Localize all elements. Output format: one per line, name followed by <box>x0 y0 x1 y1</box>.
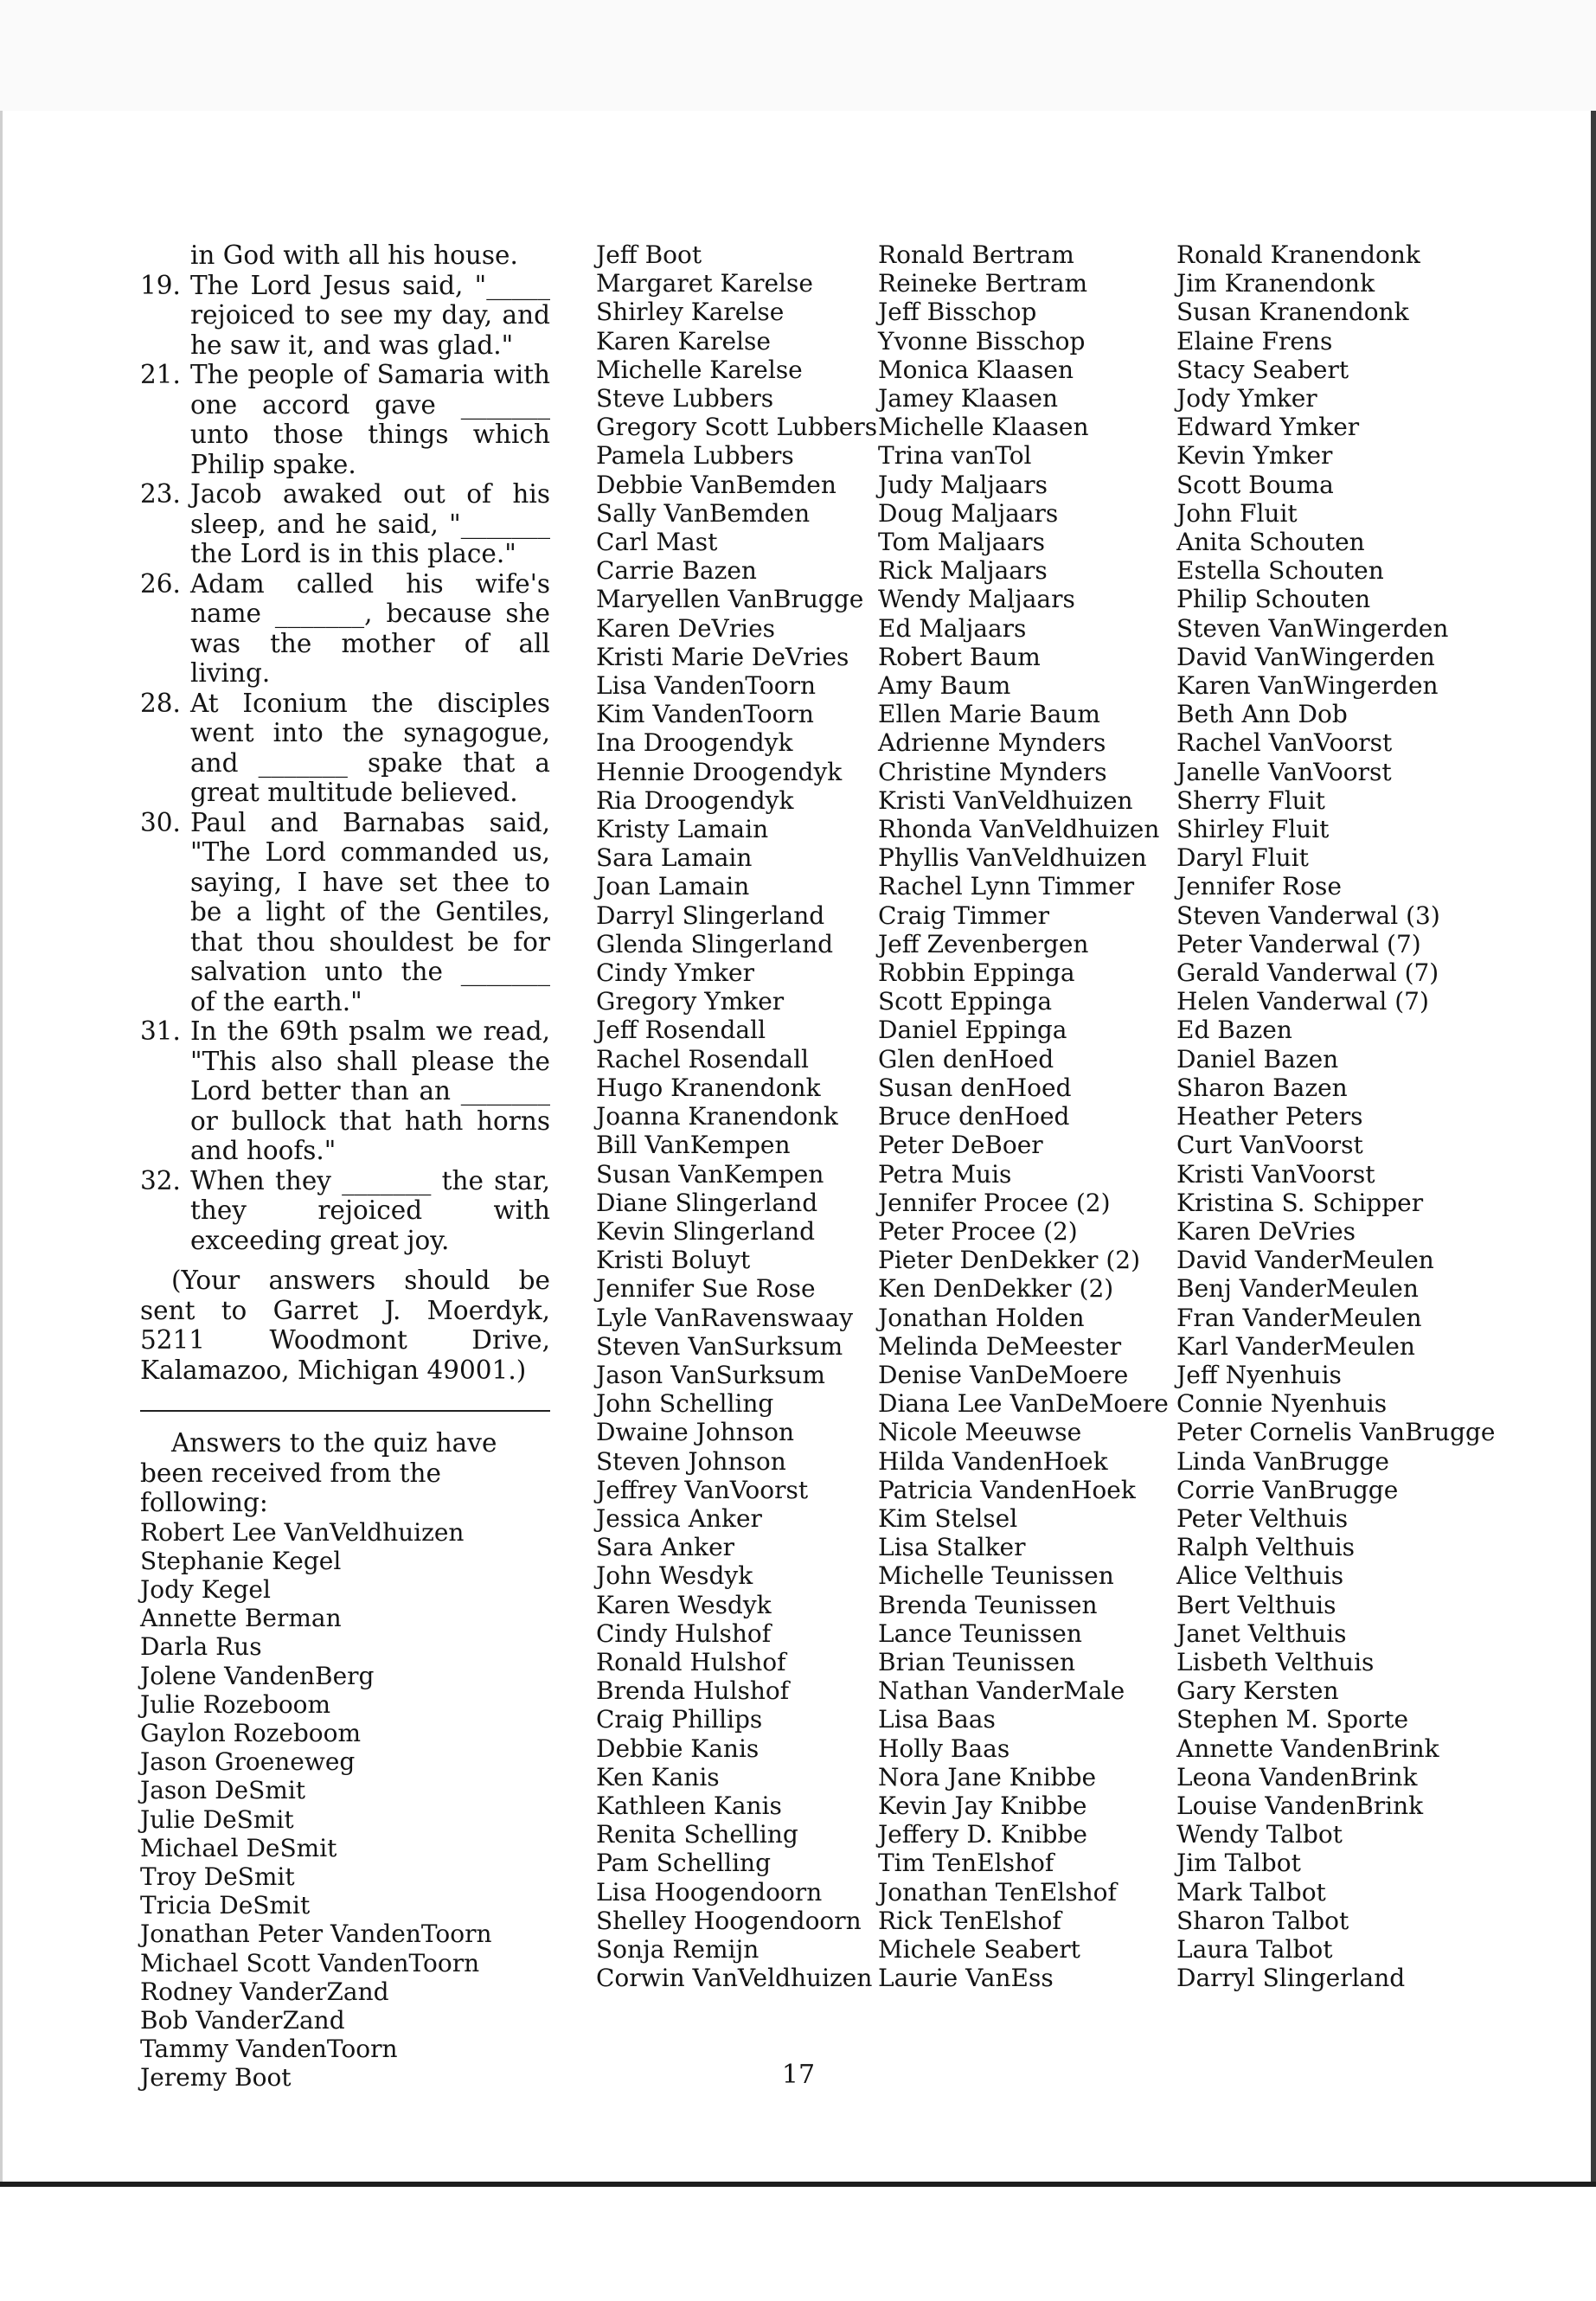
name-entry: Julie DeSmit <box>140 1804 294 1834</box>
name-entry: Rachel Lynn Timmer <box>878 872 1135 901</box>
name-entry: Craig Phillips <box>596 1705 763 1734</box>
name-entry: Michelle Teunissen <box>878 1561 1114 1591</box>
name-entry: Elaine Frens <box>1176 326 1333 356</box>
name-entry: Lisa Stalker <box>878 1533 1026 1562</box>
names-list-col-3 <box>878 240 1169 1992</box>
name-entry: Dwaine Johnson <box>596 1418 794 1447</box>
name-entry: Shirley Fluit <box>1176 815 1330 844</box>
question-text: Paul and Barnabas said, "The Lord commanded us, saying, I have set thee to be a light of the Gentiles, that thou shouldest be for salvation unto the _______ of the earth." <box>190 807 550 1016</box>
name-entry: Peter Cornelis VanBrugge <box>1176 1418 1496 1447</box>
name-entry: Cindy Ymker <box>596 958 755 988</box>
names-list-col-4 <box>1176 240 1496 1992</box>
name-entry: Beth Ann Dob <box>1176 700 1348 729</box>
scan-left-edge <box>0 111 3 2187</box>
name-entry: Darryl Slingerland <box>596 901 825 930</box>
name-entry: Daryl Fluit <box>1176 843 1309 873</box>
name-entry: Kristina S. Schipper <box>1176 1188 1424 1217</box>
name-entry: Petra Muis <box>878 1159 1012 1189</box>
name-entry: Kristi Marie DeVries <box>596 642 849 671</box>
name-entry: Ina Droogendyk <box>596 728 793 758</box>
name-entry: Steven Vanderwal (3) <box>1176 901 1440 930</box>
name-entry: Cindy Hulshof <box>596 1618 772 1648</box>
name-entry: Jason VanSurksum <box>596 1360 825 1389</box>
name-entry: Ken DenDekker (2) <box>878 1274 1114 1304</box>
name-entry: Sherry Fluit <box>1176 785 1325 815</box>
name-entry: Jody Kegel <box>140 1574 271 1604</box>
name-entry: Stacy Seabert <box>1176 355 1349 384</box>
name-entry: Kristi VanVoorst <box>1176 1159 1375 1189</box>
name-entry: Tom Maljaars <box>878 528 1045 557</box>
name-entry: Jamey Klaasen <box>878 384 1058 413</box>
name-entry: Pam Schelling <box>596 1849 772 1878</box>
names-list-col-2 <box>596 240 877 1992</box>
name-entry: Michele Seabert <box>878 1934 1080 1964</box>
name-entry: Lisa Hoogendoorn <box>596 1877 823 1907</box>
name-entry: Rick TenElshof <box>878 1906 1061 1935</box>
name-entry: Curt VanVoorst <box>1176 1131 1363 1160</box>
name-entry: Leona VandenBrink <box>1176 1762 1418 1791</box>
question-number: 26. <box>140 568 181 599</box>
name-entry: Michael DeSmit <box>140 1833 337 1862</box>
name-entry: Denise VanDeMoere <box>878 1360 1129 1389</box>
quiz-question-31 <box>140 1016 550 1166</box>
name-entry: Rick Maljaars <box>878 556 1048 586</box>
name-entry: Jody Ymker <box>1176 384 1317 413</box>
name-entry: Glen denHoed <box>878 1044 1054 1074</box>
question-number: 32. <box>140 1165 181 1195</box>
name-entry: Robert Lee VanVeldhuizen <box>140 1517 465 1547</box>
name-entry: Susan Kranendonk <box>1176 298 1409 327</box>
name-entry: Jeffery D. Knibbe <box>878 1820 1087 1849</box>
name-entry: Gregory Ymker <box>596 987 785 1016</box>
name-entry: Shelley Hoogendoorn <box>596 1906 862 1935</box>
name-entry: Jennifer Rose <box>1176 872 1342 901</box>
name-entry: Susan VanKempen <box>596 1159 824 1189</box>
name-entry: Anita Schouten <box>1176 528 1365 557</box>
name-entry: Nicole Meeuwse <box>878 1418 1082 1447</box>
name-entry: Hennie Droogendyk <box>596 757 843 786</box>
name-entry: Bob VanderZand <box>140 2005 345 2035</box>
name-entry: Robert Baum <box>878 642 1041 671</box>
name-entry: Nathan VanderMale <box>878 1676 1125 1706</box>
name-entry: Darryl Slingerland <box>1176 1964 1406 1993</box>
name-entry: Kristi VanVeldhuizen <box>878 785 1133 815</box>
name-entry: Phyllis VanVeldhuizen <box>878 843 1147 873</box>
name-entry: Sonja Remijn <box>596 1934 760 1964</box>
quiz-question-30 <box>140 808 550 1017</box>
name-entry: Stephanie Kegel <box>140 1546 342 1575</box>
name-entry: Ed Bazen <box>1176 1016 1292 1045</box>
name-entry: Rodney VanderZand <box>140 1977 389 2006</box>
quiz-question-28 <box>140 689 550 808</box>
name-entry: Susan denHoed <box>878 1073 1072 1102</box>
name-entry: Carl Mast <box>596 528 718 557</box>
name-entry: Jason Groeneweg <box>140 1747 356 1777</box>
name-entry: Holly Baas <box>878 1734 1010 1763</box>
name-entry: Diane Slingerland <box>596 1188 818 1217</box>
answer-address-note: (Your answers should be sent to Garret J. Moerdyk, 5211 Woodmont Drive, Kalamazoo, Michigan 49001.) <box>140 1266 550 1385</box>
name-entry: Karen VanWingerden <box>1176 671 1439 701</box>
question-text: In the 69th psalm we read, "This also shall please the Lord better than an _______ or bullock that hath horns and hoofs." <box>190 1016 550 1165</box>
name-entry: Doug Maljaars <box>878 498 1059 528</box>
question-number: 30. <box>140 807 181 837</box>
name-entry: Jason DeSmit <box>140 1776 306 1805</box>
name-entry: Debbie Kanis <box>596 1734 760 1763</box>
name-entry: Scott Eppinga <box>878 987 1053 1016</box>
name-entry: Heather Peters <box>1176 1102 1363 1131</box>
name-entry: Ronald Kranendonk <box>1176 240 1420 269</box>
name-entry: Rachel Rosendall <box>596 1044 809 1074</box>
name-entry: Bruce denHoed <box>878 1102 1070 1131</box>
name-entry: Jeff Nyenhuis <box>1176 1360 1342 1389</box>
name-entry: Kevin Slingerland <box>596 1216 816 1246</box>
name-entry: Benj VanderMeulen <box>1176 1274 1419 1304</box>
quiz-question-23 <box>140 479 550 569</box>
question-text: At Iconium the disciples went into the synagogue, and _______ spake that a great multitude believed. <box>190 688 550 807</box>
name-entry: Pamela Lubbers <box>596 441 794 471</box>
question-number: 31. <box>140 1016 181 1046</box>
name-entry: Hugo Kranendonk <box>596 1073 821 1102</box>
name-entry: Lyle VanRavenswaay <box>596 1303 854 1332</box>
name-entry: Tim TenElshof <box>878 1849 1054 1878</box>
quiz-column <box>140 240 550 2093</box>
name-entry: Lisa VandenToorn <box>596 671 817 701</box>
name-entry: Jonathan Peter VandenToorn <box>140 1920 492 1949</box>
quiz-question-19 <box>140 271 550 361</box>
name-entry: Linda VanBrugge <box>1176 1446 1389 1476</box>
name-entry: Kim VandenToorn <box>596 700 814 729</box>
name-entry: Margaret Karelse <box>596 269 813 298</box>
name-entry: Fran VanderMeulen <box>1176 1303 1422 1332</box>
name-entry: Ronald Bertram <box>878 240 1074 269</box>
name-entry: Estella Schouten <box>1176 556 1384 586</box>
quiz-lead-line: in God with all his house. <box>190 240 518 270</box>
name-entry: Michelle Karelse <box>596 355 803 384</box>
name-entry: Louise VandenBrink <box>1176 1791 1424 1820</box>
name-entry: Lisa Baas <box>878 1705 996 1734</box>
name-entry: Ellen Marie Baum <box>878 700 1100 729</box>
name-entry: Ronald Hulshof <box>596 1647 786 1676</box>
name-entry: Debbie VanBemden <box>596 470 836 499</box>
name-entry: Steve Lubbers <box>596 384 774 413</box>
name-entry: Kristi Boluyt <box>596 1246 751 1275</box>
name-entry: Robbin Eppinga <box>878 958 1075 988</box>
name-entry: Ken Kanis <box>596 1762 720 1791</box>
page-number: 17 <box>781 2060 816 2090</box>
name-entry: Reineke Bertram <box>878 269 1088 298</box>
name-entry: Lisbeth Velthuis <box>1176 1647 1375 1676</box>
name-entry: Alice Velthuis <box>1176 1561 1344 1591</box>
name-entry: Philip Schouten <box>1176 585 1371 614</box>
section-divider <box>140 1410 550 1412</box>
name-entry: Karl VanderMeulen <box>1176 1331 1415 1361</box>
question-text: The Lord Jesus said, "_____ rejoiced to see my day, and he saw it, and was glad." <box>190 270 550 360</box>
name-entry: Stephen M. Sporte <box>1176 1705 1409 1734</box>
name-entry: Darla Rus <box>140 1632 262 1662</box>
received-intro: Answers to the quiz have been received from the following: <box>140 1428 497 1517</box>
name-entry: Jennifer Sue Rose <box>596 1274 816 1304</box>
name-entry: Trina vanTol <box>878 441 1032 471</box>
question-text: Adam called his wife's name _______, because she was the mother of all living. <box>190 568 550 688</box>
name-entry: Adrienne Mynders <box>878 728 1106 758</box>
name-entry: Kevin Jay Knibbe <box>878 1791 1087 1820</box>
name-entry: Brian Teunissen <box>878 1647 1075 1676</box>
name-entry: Sally VanBemden <box>596 498 811 528</box>
name-entry: Steven VanWingerden <box>1176 613 1449 643</box>
name-entry: Amy Baum <box>878 671 1011 701</box>
name-entry: Sara Anker <box>596 1533 735 1562</box>
name-entry: Maryellen VanBrugge <box>596 585 864 614</box>
name-entry: Gaylon Rozeboom <box>140 1718 362 1747</box>
quiz-question-26 <box>140 569 550 689</box>
name-entry: Kristy Lamain <box>596 815 769 844</box>
name-entry: Janet Velthuis <box>1176 1618 1347 1648</box>
name-entry: Karen Wesdyk <box>596 1590 772 1619</box>
name-entry: Bill VanKempen <box>596 1131 791 1160</box>
name-entry: Kevin Ymker <box>1176 441 1333 471</box>
question-number: 23. <box>140 479 181 509</box>
name-entry: Michael Scott VandenToorn <box>140 1948 480 1977</box>
name-entry: Connie Nyenhuis <box>1176 1389 1388 1419</box>
question-number: 28. <box>140 688 181 718</box>
name-entry: Glenda Slingerland <box>596 929 834 958</box>
name-entry: Scott Bouma <box>1176 470 1334 499</box>
name-entry: Gregory Scott Lubbers <box>596 413 878 442</box>
name-entry: Annette VandenBrink <box>1176 1734 1439 1763</box>
name-entry: Gerald Vanderwal (7) <box>1176 958 1439 988</box>
name-entry: Ralph Velthuis <box>1176 1533 1356 1562</box>
name-entry: Tammy VandenToorn <box>140 2035 398 2064</box>
name-entry: Julie Rozeboom <box>140 1689 331 1719</box>
name-entry: Ria Droogendyk <box>596 785 794 815</box>
name-entry: Jeff Rosendall <box>596 1016 766 1045</box>
question-text: When they _______ the star, they rejoiced with exceeding great joy. <box>190 1165 550 1255</box>
name-entry: Tricia DeSmit <box>140 1891 311 1920</box>
name-entry: Janelle VanVoorst <box>1176 757 1392 786</box>
name-entry: Brenda Teunissen <box>878 1590 1098 1619</box>
name-entry: Judy Maljaars <box>878 470 1048 499</box>
name-entry: Lance Teunissen <box>878 1618 1082 1648</box>
name-entry: John Fluit <box>1176 498 1298 528</box>
name-entry: Karen DeVries <box>1176 1216 1356 1246</box>
name-entry: Daniel Bazen <box>1176 1044 1339 1074</box>
name-entry: Jolene VandenBerg <box>140 1661 375 1690</box>
name-entry: Sara Lamain <box>596 843 753 873</box>
question-text: The people of Samaria with one accord gave _______ unto those things which Philip spake. <box>190 360 550 479</box>
name-entry: Yvonne Bisschop <box>878 326 1086 356</box>
question-text: Jacob awaked out of his sleep, and he said, "_______ the Lord is in this place." <box>190 479 550 568</box>
name-entry: Bert Velthuis <box>1176 1590 1336 1619</box>
name-entry: Jim Talbot <box>1176 1849 1301 1878</box>
name-entry: Jeff Zevenbergen <box>878 929 1089 958</box>
name-entry: David VanderMeulen <box>1176 1246 1434 1275</box>
name-entry: Brenda Hulshof <box>596 1676 790 1706</box>
name-entry: Kim Stelsel <box>878 1503 1018 1533</box>
name-entry: Rhonda VanVeldhuizen <box>878 815 1160 844</box>
name-entry: Jeremy Boot <box>140 2063 292 2093</box>
name-entry: Joanna Kranendonk <box>596 1102 838 1131</box>
name-entry: Steven Johnson <box>596 1446 786 1476</box>
name-entry: Corwin VanVeldhuizen <box>596 1964 873 1993</box>
name-entry: Jeff Boot <box>596 240 702 269</box>
name-entry: Jeff Bisschop <box>878 298 1037 327</box>
name-entry: Jeffrey VanVoorst <box>596 1475 809 1504</box>
name-entry: Peter Vanderwal (7) <box>1176 929 1421 958</box>
name-entry: Nora Jane Knibbe <box>878 1762 1097 1791</box>
name-entry: Joan Lamain <box>596 872 750 901</box>
name-entry: David VanWingerden <box>1176 642 1435 671</box>
name-entry: Melinda DeMeester <box>878 1331 1122 1361</box>
name-entry: Peter Velthuis <box>1176 1503 1349 1533</box>
name-entry: Ed Maljaars <box>878 613 1027 643</box>
name-entry: Mark Talbot <box>1176 1877 1326 1907</box>
quiz-question-32 <box>140 1166 550 1256</box>
name-entry: Helen Vanderwal (7) <box>1176 987 1429 1016</box>
name-entry: Craig Timmer <box>878 901 1049 930</box>
name-entry: Rachel VanVoorst <box>1176 728 1393 758</box>
name-entry: Shirley Karelse <box>596 298 785 327</box>
names-list-col-1 <box>140 1518 550 2093</box>
question-number: 21. <box>140 360 181 389</box>
name-entry: Carrie Bazen <box>596 556 757 586</box>
name-entry: Steven VanSurksum <box>596 1331 843 1361</box>
name-entry: Peter Procee (2) <box>878 1216 1078 1246</box>
name-entry: Laurie VanEss <box>878 1964 1054 1993</box>
name-entry: Jessica Anker <box>596 1503 762 1533</box>
name-entry: Jim Kranendonk <box>1176 269 1375 298</box>
name-entry: Laura Talbot <box>1176 1934 1333 1964</box>
name-entry: Diana Lee VanDeMoere <box>878 1389 1169 1419</box>
name-entry: Pieter DenDekker (2) <box>878 1246 1140 1275</box>
scan-right-edge <box>1591 111 1596 2187</box>
name-entry: John Schelling <box>596 1389 774 1419</box>
name-entry: Annette Berman <box>140 1604 342 1633</box>
name-entry: Sharon Bazen <box>1176 1073 1348 1102</box>
scan-bottom-edge <box>0 2182 1596 2187</box>
name-entry: Jonathan Holden <box>878 1303 1085 1332</box>
question-number: 19. <box>140 270 181 300</box>
name-entry: Wendy Talbot <box>1176 1820 1343 1849</box>
name-entry: Jonathan TenElshof <box>878 1877 1117 1907</box>
name-entry: Patricia VandenHoek <box>878 1475 1136 1504</box>
name-entry: Jennifer Procee (2) <box>878 1188 1111 1217</box>
name-entry: Daniel Eppinga <box>878 1016 1067 1045</box>
name-entry: Karen DeVries <box>596 613 776 643</box>
name-entry: Kathleen Kanis <box>596 1791 782 1820</box>
quiz-question-21 <box>140 360 550 479</box>
name-entry: Sharon Talbot <box>1176 1906 1349 1935</box>
name-entry: Corrie VanBrugge <box>1176 1475 1399 1504</box>
name-entry: Karen Karelse <box>596 326 771 356</box>
name-entry: Hilda VandenHoek <box>878 1446 1108 1476</box>
name-entry: John Wesdyk <box>596 1561 753 1591</box>
name-entry: Troy DeSmit <box>140 1862 295 1891</box>
name-entry: Gary Kersten <box>1176 1676 1339 1706</box>
name-entry: Monica Klaasen <box>878 355 1074 384</box>
name-entry: Christine Mynders <box>878 757 1107 786</box>
name-entry: Renita Schelling <box>596 1820 798 1849</box>
scan-top-margin <box>0 0 1596 111</box>
name-entry: Michelle Klaasen <box>878 413 1089 442</box>
name-entry: Wendy Maljaars <box>878 585 1075 614</box>
name-entry: Edward Ymker <box>1176 413 1360 442</box>
name-entry: Peter DeBoer <box>878 1131 1043 1160</box>
